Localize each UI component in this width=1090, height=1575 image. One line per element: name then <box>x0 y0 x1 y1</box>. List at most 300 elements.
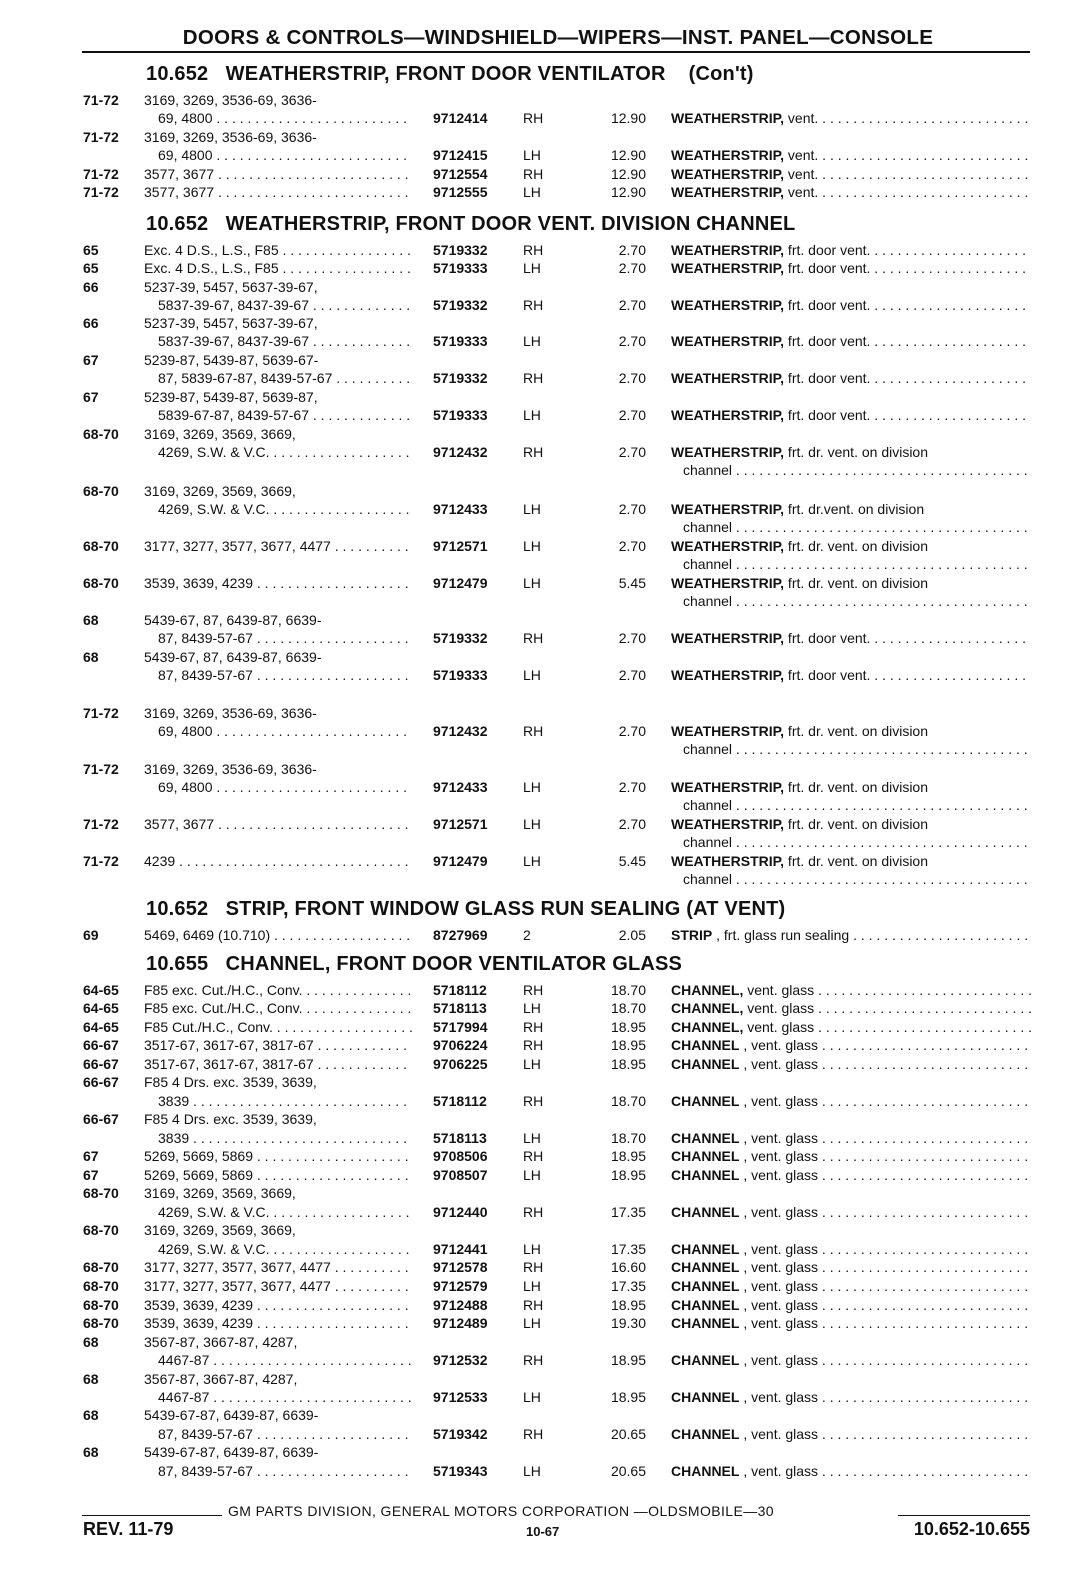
part-detail-cont: channel . . . <box>683 740 1031 758</box>
model-numbers-cont: 69, 4800 . . . <box>158 146 412 164</box>
model-year: 68-70 <box>83 1278 119 1294</box>
price: 2.70 <box>618 297 646 313</box>
parts-row <box>0 666 1090 684</box>
part-name: CHANNEL, <box>671 1019 744 1035</box>
price: 18.70 <box>610 1093 646 1109</box>
side-qty: RH <box>523 1259 544 1275</box>
price: 19.30 <box>610 1315 646 1331</box>
part-detail: frt. dr. vent. on division <box>784 723 929 739</box>
model-numbers: 5237-39, 5457, 5637-39-67, <box>144 279 318 295</box>
model-year: 66 <box>83 315 99 331</box>
part-detail: , vent. glass <box>739 1297 819 1313</box>
parts-row <box>0 648 1090 666</box>
price: 20.65 <box>610 1426 646 1442</box>
part-number: 5719332 <box>433 630 488 646</box>
price: 2.05 <box>618 927 646 943</box>
part-number: 9712441 <box>433 1241 488 1257</box>
model-numbers: 5439-67, 87, 6439-87, 6639- <box>144 612 322 628</box>
model-year: 69 <box>83 927 99 943</box>
part-description <box>671 981 1031 999</box>
model-year: 68-70 <box>83 483 119 499</box>
model-numbers-cont: 5839-67-87, 8439-57-67 . . . <box>158 406 412 424</box>
side-qty: RH <box>523 297 544 313</box>
side-qty: LH <box>523 333 541 349</box>
part-detail: , vent. glass <box>739 1315 819 1331</box>
model-year: 66-67 <box>83 1111 119 1127</box>
model-year: 71-72 <box>83 92 119 108</box>
part-description <box>671 1462 1031 1480</box>
model-year: 68-70 <box>83 1315 119 1331</box>
side-qty: LH <box>523 538 541 554</box>
part-description <box>671 1296 1031 1314</box>
side-qty: RH <box>523 1093 544 1109</box>
part-detail: vent. glass <box>743 1000 815 1016</box>
part-number: 5719342 <box>433 1426 488 1442</box>
parts-row <box>0 443 1090 461</box>
part-number: 9712414 <box>433 110 488 126</box>
part-number: 9712578 <box>433 1259 488 1275</box>
model-numbers-cont: 4269, S.W. & V.C. . . . <box>158 500 412 518</box>
side-qty: LH <box>523 1463 541 1479</box>
part-number: 9712532 <box>433 1352 488 1368</box>
model-numbers-cont: 87, 8439-57-67 . . . <box>158 1425 412 1443</box>
parts-row <box>0 183 1090 201</box>
side-qty: RH <box>523 242 544 258</box>
part-name: WEATHERSTRIP, <box>671 407 785 423</box>
parts-row <box>0 278 1090 296</box>
part-description <box>671 926 1031 944</box>
price: 2.70 <box>618 370 646 386</box>
part-detail: vent. <box>784 147 819 163</box>
side-qty: LH <box>523 1000 541 1016</box>
model-numbers: 3539, 3639, 4239 . . . <box>144 574 412 592</box>
price: 18.70 <box>610 982 646 998</box>
part-detail: , vent. glass <box>739 1037 819 1053</box>
part-number: 9712579 <box>433 1278 488 1294</box>
model-numbers-cont: 3839 . . . <box>158 1092 412 1110</box>
model-numbers-cont: 4467-87 . . . <box>158 1351 412 1369</box>
part-number: 5719332 <box>433 370 488 386</box>
model-year: 68 <box>83 649 99 665</box>
part-name: STRIP <box>671 927 713 943</box>
part-name: WEATHERSTRIP, <box>671 816 785 832</box>
parts-row <box>0 128 1090 146</box>
part-detail: , vent. glass <box>739 1167 819 1183</box>
side-qty: RH <box>523 1352 544 1368</box>
model-numbers: 3577, 3677 . . . <box>144 183 412 201</box>
part-detail: frt. door vent. <box>784 407 871 423</box>
part-description <box>671 296 1031 314</box>
part-number: 9712479 <box>433 575 488 591</box>
part-number: 5719333 <box>433 407 488 423</box>
parts-row <box>0 1147 1090 1165</box>
part-description <box>671 146 1031 164</box>
part-detail: , vent. glass <box>739 1426 819 1442</box>
model-year: 66 <box>83 279 99 295</box>
model-year: 71-72 <box>83 761 119 777</box>
parts-row <box>0 332 1090 350</box>
price: 5.45 <box>618 575 646 591</box>
part-number: 9712489 <box>433 1315 488 1331</box>
part-detail: frt. dr. vent. on division <box>784 444 929 460</box>
part-description <box>671 815 1031 833</box>
model-year: 67 <box>83 1167 99 1183</box>
model-numbers: F85 Cut./H.C., Conv. . . . <box>144 1018 412 1036</box>
model-year: 71-72 <box>83 184 119 200</box>
side-qty: RH <box>523 444 544 460</box>
part-name: WEATHERSTRIP, <box>671 147 785 163</box>
parts-row <box>0 1110 1090 1128</box>
part-description <box>671 1092 1031 1110</box>
side-qty: RH <box>523 166 544 182</box>
parts-row <box>0 388 1090 406</box>
side-qty: RH <box>523 1297 544 1313</box>
model-numbers: Exc. 4 D.S., L.S., F85 . . . <box>144 259 412 277</box>
model-numbers: 3169, 3269, 3536-69, 3636- <box>144 92 317 108</box>
model-numbers: 3517-67, 3617-67, 3817-67 . . . <box>144 1055 412 1073</box>
model-numbers-cont: 5837-39-67, 8437-39-67 . . . <box>158 296 412 314</box>
parts-row <box>0 778 1090 796</box>
part-number: 9712415 <box>433 147 488 163</box>
parts-row <box>0 1203 1090 1221</box>
part-name: WEATHERSTRIP, <box>671 444 785 460</box>
side-qty: LH <box>523 407 541 423</box>
parts-row <box>0 1333 1090 1351</box>
part-detail-cont: channel . . . <box>683 592 1031 610</box>
side-qty: LH <box>523 667 541 683</box>
parts-row <box>0 722 1090 740</box>
part-name: CHANNEL <box>671 1148 740 1164</box>
part-detail: , vent. glass <box>739 1389 819 1405</box>
parts-row <box>0 1314 1090 1332</box>
price: 18.95 <box>610 1167 646 1183</box>
part-name: WEATHERSTRIP, <box>671 110 785 126</box>
parts-row <box>0 1370 1090 1388</box>
model-numbers: 3577, 3677 . . . <box>144 815 412 833</box>
part-number: 5719333 <box>433 667 488 683</box>
part-name: WEATHERSTRIP, <box>671 575 785 591</box>
price: 17.35 <box>610 1204 646 1220</box>
side-qty: LH <box>523 575 541 591</box>
part-description <box>671 1425 1031 1443</box>
side-qty: RH <box>523 1019 544 1035</box>
parts-row <box>0 369 1090 387</box>
part-name: WEATHERSTRIP, <box>671 538 785 554</box>
parts-row-cont <box>0 555 1090 573</box>
model-numbers: 3169, 3269, 3569, 3669, <box>144 1185 296 1201</box>
model-year: 71-72 <box>83 816 119 832</box>
model-year: 67 <box>83 1148 99 1164</box>
model-year: 68-70 <box>83 426 119 442</box>
part-number: 5719332 <box>433 297 488 313</box>
model-numbers: 3169, 3269, 3569, 3669, <box>144 483 296 499</box>
model-year: 64-65 <box>83 1019 119 1035</box>
part-detail: , vent. glass <box>739 1259 819 1275</box>
part-description <box>671 369 1031 387</box>
side-qty: LH <box>523 853 541 869</box>
parts-row-cont <box>0 461 1090 479</box>
price: 18.95 <box>610 1056 646 1072</box>
model-numbers: 5239-87, 5439-87, 5639-87, <box>144 389 318 405</box>
section-title: 10.652 STRIP, FRONT WINDOW GLASS RUN SEALING (AT VENT) <box>146 898 786 920</box>
model-year: 66-67 <box>83 1056 119 1072</box>
model-numbers: 3177, 3277, 3577, 3677, 4477 . . . <box>144 537 412 555</box>
parts-row <box>0 1277 1090 1295</box>
part-description <box>671 629 1031 647</box>
part-detail: vent. glass <box>743 982 815 998</box>
part-name: WEATHERSTRIP, <box>671 184 785 200</box>
model-numbers-cont: 5837-39-67, 8437-39-67 . . . <box>158 332 412 350</box>
part-number: 8727969 <box>433 927 488 943</box>
parts-row <box>0 482 1090 500</box>
part-description <box>671 537 1031 555</box>
model-numbers: 3567-87, 3667-87, 4287, <box>144 1334 298 1350</box>
model-numbers: 3169, 3269, 3536-69, 3636- <box>144 761 317 777</box>
parts-row <box>0 1018 1090 1036</box>
price: 2.70 <box>618 630 646 646</box>
price: 2.70 <box>618 667 646 683</box>
part-detail: frt. dr.vent. on division <box>784 501 925 517</box>
model-year: 71-72 <box>83 853 119 869</box>
part-number: 9712554 <box>433 166 488 182</box>
part-number: 9708506 <box>433 1148 488 1164</box>
section-title: 10.652 WEATHERSTRIP, FRONT DOOR VENT. DIVISION CHANNEL <box>146 213 796 235</box>
part-name: WEATHERSTRIP, <box>671 260 785 276</box>
part-description <box>671 722 1031 740</box>
part-detail: , vent. glass <box>739 1463 819 1479</box>
section-range: 10.652-10.655 <box>913 1519 1030 1539</box>
model-numbers: 3169, 3269, 3536-69, 3636- <box>144 705 317 721</box>
model-year: 68-70 <box>83 1185 119 1201</box>
model-year: 68-70 <box>83 1259 119 1275</box>
price: 2.70 <box>618 816 646 832</box>
model-numbers: 5469, 6469 (10.710) . . . <box>144 926 412 944</box>
part-number: 9712571 <box>433 816 488 832</box>
model-year: 67 <box>83 352 99 368</box>
part-name: CHANNEL <box>671 1315 740 1331</box>
part-name: WEATHERSTRIP, <box>671 723 785 739</box>
parts-row <box>0 1462 1090 1480</box>
part-number: 5719333 <box>433 333 488 349</box>
part-description <box>671 1166 1031 1184</box>
side-qty: LH <box>523 1056 541 1072</box>
parts-row-cont <box>0 833 1090 851</box>
side-qty: RH <box>523 1426 544 1442</box>
model-numbers: 3567-87, 3667-87, 4287, <box>144 1371 298 1387</box>
model-numbers-cont: 87, 8439-57-67 . . . <box>158 666 412 684</box>
part-detail: , vent. glass <box>739 1204 819 1220</box>
parts-row <box>0 1055 1090 1073</box>
part-name: WEATHERSTRIP, <box>671 370 785 386</box>
part-number: 5719343 <box>433 1463 488 1479</box>
part-name: CHANNEL <box>671 1463 740 1479</box>
part-detail: frt. dr. vent. on division <box>784 538 929 554</box>
footer-publisher: GM PARTS DIVISION, GENERAL MOTORS CORPORATION —OLDSMOBILE—30 <box>228 1503 774 1519</box>
part-description <box>671 1240 1031 1258</box>
model-numbers: 3177, 3277, 3577, 3677, 4477 . . . <box>144 1258 412 1276</box>
model-numbers-cont: 87, 8439-57-67 . . . <box>158 629 412 647</box>
part-description <box>671 1129 1031 1147</box>
model-year: 71-72 <box>83 705 119 721</box>
footer-rule-left <box>82 1515 222 1516</box>
model-numbers: 5439-67, 87, 6439-87, 6639- <box>144 649 322 665</box>
price: 12.90 <box>610 166 646 182</box>
parts-row <box>0 815 1090 833</box>
part-description <box>671 332 1031 350</box>
parts-row <box>0 1258 1090 1276</box>
side-qty: LH <box>523 1130 541 1146</box>
model-year: 68 <box>83 1334 99 1350</box>
part-number: 5718112 <box>433 1093 487 1109</box>
part-description <box>671 165 1031 183</box>
model-numbers: 5269, 5669, 5869 . . . <box>144 1147 412 1165</box>
footer-rule-right <box>898 1515 1030 1516</box>
parts-row <box>0 1092 1090 1110</box>
side-qty: LH <box>523 184 541 200</box>
part-name: CHANNEL <box>671 1278 740 1294</box>
part-name: CHANNEL <box>671 1426 740 1442</box>
part-number: 9706225 <box>433 1056 488 1072</box>
price: 18.95 <box>610 1352 646 1368</box>
parts-row <box>0 1240 1090 1258</box>
side-qty: LH <box>523 1315 541 1331</box>
side-qty: 2 <box>523 927 531 943</box>
model-year: 66-67 <box>83 1037 119 1053</box>
model-numbers-cont: 4269, S.W. & V.C. . . . <box>158 443 412 461</box>
part-name: CHANNEL <box>671 1389 740 1405</box>
part-number: 9712555 <box>433 184 488 200</box>
part-number: 9712433 <box>433 501 488 517</box>
part-description <box>671 1258 1031 1276</box>
parts-row <box>0 1351 1090 1369</box>
part-detail: , vent. glass <box>739 1130 819 1146</box>
model-numbers: 3577, 3677 . . . <box>144 165 412 183</box>
part-detail-cont: channel . . . <box>683 461 1031 479</box>
model-numbers: 5239-87, 5439-87, 5639-67- <box>144 352 319 368</box>
model-numbers: F85 exc. Cut./H.C., Conv. . . . <box>144 981 412 999</box>
part-number: 9712488 <box>433 1297 488 1313</box>
parts-row <box>0 1036 1090 1054</box>
parts-row <box>0 406 1090 424</box>
part-detail: , vent. glass <box>739 1056 819 1072</box>
model-year: 71-72 <box>83 166 119 182</box>
part-number: 9712479 <box>433 853 488 869</box>
parts-row <box>0 1443 1090 1461</box>
parts-row <box>0 425 1090 443</box>
part-detail: frt. dr. vent. on division <box>784 853 929 869</box>
model-numbers-cont: 69, 4800 . . . <box>158 722 412 740</box>
model-numbers-cont: 87, 8439-57-67 . . . <box>158 1462 412 1480</box>
part-description <box>671 500 1031 518</box>
price: 18.95 <box>610 1297 646 1313</box>
price: 12.90 <box>610 184 646 200</box>
revision-label: REV. 11-79 <box>83 1519 174 1539</box>
model-numbers: 5269, 5669, 5869 . . . <box>144 1166 412 1184</box>
parts-row <box>0 1425 1090 1443</box>
part-number: 5718112 <box>433 982 487 998</box>
model-numbers: 3169, 3269, 3569, 3669, <box>144 426 296 442</box>
part-detail: frt. dr. vent. on division <box>784 575 929 591</box>
price: 17.35 <box>610 1278 646 1294</box>
part-name: CHANNEL <box>671 1037 740 1053</box>
parts-row <box>0 611 1090 629</box>
parts-row-cont <box>0 592 1090 610</box>
part-detail: frt. door vent. <box>784 242 871 258</box>
parts-row <box>0 629 1090 647</box>
parts-row <box>0 165 1090 183</box>
part-detail: frt. door vent. <box>784 370 871 386</box>
part-detail: , vent. glass <box>739 1093 819 1109</box>
part-description <box>671 1018 1031 1036</box>
model-year: 68 <box>83 1407 99 1423</box>
price: 16.60 <box>610 1259 646 1275</box>
price: 18.95 <box>610 1148 646 1164</box>
part-name: CHANNEL <box>671 1056 740 1072</box>
parts-row <box>0 314 1090 332</box>
parts-row <box>0 1406 1090 1424</box>
model-year: 66-67 <box>83 1074 119 1090</box>
part-description <box>671 574 1031 592</box>
parts-row <box>0 109 1090 127</box>
part-description <box>671 109 1031 127</box>
part-detail: , vent. glass <box>739 1278 819 1294</box>
price: 2.70 <box>618 538 646 554</box>
parts-row <box>0 1296 1090 1314</box>
parts-row <box>0 259 1090 277</box>
part-description <box>671 1351 1031 1369</box>
parts-row <box>0 999 1090 1017</box>
parts-row-cont <box>0 518 1090 536</box>
side-qty: RH <box>523 723 544 739</box>
part-name: CHANNEL <box>671 1241 740 1257</box>
price: 2.70 <box>618 444 646 460</box>
model-year: 68-70 <box>83 1222 119 1238</box>
parts-row <box>0 574 1090 592</box>
parts-row-cont <box>0 740 1090 758</box>
part-number: 9712533 <box>433 1389 488 1405</box>
side-qty: LH <box>523 816 541 832</box>
part-name: WEATHERSTRIP, <box>671 853 785 869</box>
parts-row <box>0 1073 1090 1091</box>
part-detail: , vent. glass <box>739 1148 819 1164</box>
page-number: 10-67 <box>526 1524 560 1539</box>
model-year: 68-70 <box>83 575 119 591</box>
model-numbers: F85 4 Drs. exc. 3539, 3639, <box>144 1111 317 1127</box>
side-qty: RH <box>523 1204 544 1220</box>
parts-row <box>0 537 1090 555</box>
price: 2.70 <box>618 242 646 258</box>
part-description <box>671 1055 1031 1073</box>
parts-row <box>0 500 1090 518</box>
part-name: CHANNEL <box>671 1130 740 1146</box>
side-qty: LH <box>523 147 541 163</box>
side-qty: RH <box>523 630 544 646</box>
part-description <box>671 852 1031 870</box>
model-numbers-cont: 4269, S.W. & V.C. . . . <box>158 1203 412 1221</box>
side-qty: LH <box>523 1278 541 1294</box>
side-qty: RH <box>523 1037 544 1053</box>
part-detail: frt. door vent. <box>784 667 871 683</box>
part-detail: vent. <box>784 110 819 126</box>
side-qty: LH <box>523 260 541 276</box>
side-qty: LH <box>523 779 541 795</box>
part-description <box>671 1314 1031 1332</box>
model-numbers: 3177, 3277, 3577, 3677, 4477 . . . <box>144 1277 412 1295</box>
part-detail-cont: channel . . . <box>683 796 1031 814</box>
parts-row <box>0 704 1090 722</box>
part-number: 9712432 <box>433 723 488 739</box>
side-qty: RH <box>523 110 544 126</box>
